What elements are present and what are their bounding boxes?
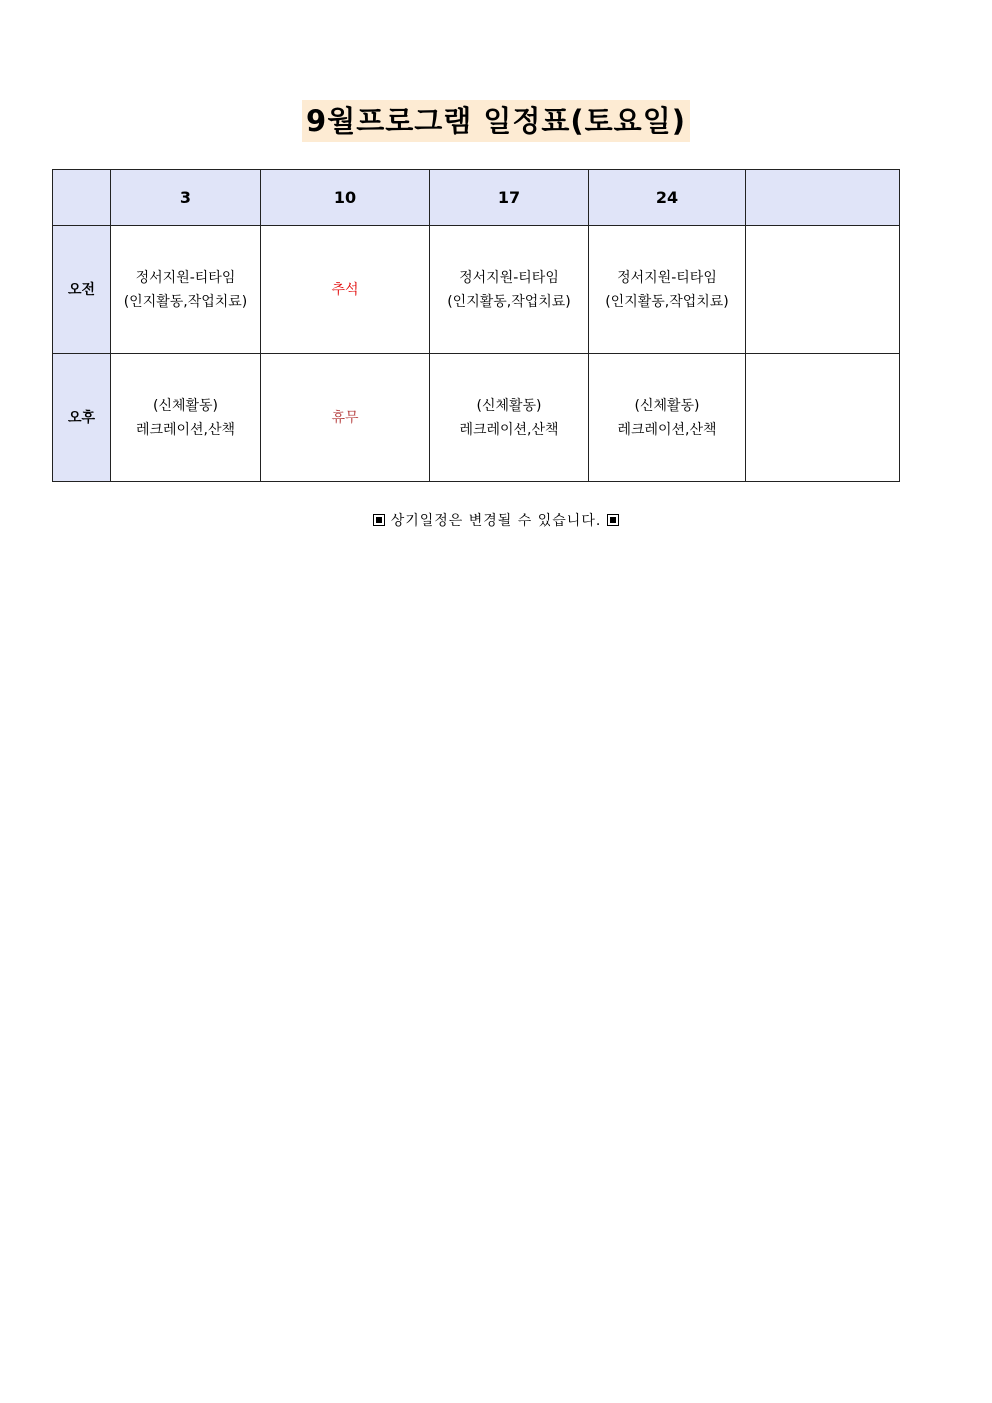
cell-afternoon-3 (111, 354, 261, 482)
row-label-morning: 오전 (53, 226, 111, 354)
note-wrap (0, 510, 992, 530)
cell-line: 정서지원-티타임 (135, 269, 236, 286)
cell-line: 정서지원-티타임 (617, 269, 717, 286)
cell-line: (인지활동,작업치료) (605, 293, 729, 310)
cell-afternoon-17 (430, 354, 589, 482)
cell-morning-17 (430, 226, 589, 354)
cell-afternoon-empty (746, 354, 900, 482)
cell-morning-10 (261, 226, 430, 354)
cell-line: 레크레이션,산책 (617, 421, 717, 438)
cell-line: 레크레이션,산책 (459, 421, 559, 438)
holiday-label: 추석 (331, 281, 359, 298)
date-header-3: 3 (111, 170, 261, 226)
rest-label: 휴무 (331, 409, 359, 426)
cell-line: (신체활동) (152, 397, 219, 414)
cell-line: (신체활동) (634, 397, 700, 414)
title-wrap (0, 100, 992, 142)
date-header-10: 10 (261, 170, 430, 226)
date-header-24: 24 (589, 170, 746, 226)
cell-line: (신체활동) (476, 397, 542, 414)
notice (367, 510, 626, 530)
cell-morning-24 (589, 226, 746, 354)
square-bullet-icon (373, 514, 385, 526)
cell-morning-empty (746, 226, 900, 354)
cell-line: (인지활동,작업치료) (447, 293, 571, 310)
row-label-afternoon: 오후 (53, 354, 111, 482)
header-row (53, 170, 900, 226)
cell-line: 정서지원-티타임 (459, 269, 559, 286)
cell-afternoon-10 (261, 354, 430, 482)
table-row-morning (53, 226, 900, 354)
cell-line: 레크레이션,산책 (135, 421, 236, 438)
cell-line: (인지활동,작업치료) (123, 293, 248, 310)
date-header-17: 17 (430, 170, 589, 226)
table-row-afternoon (53, 354, 900, 482)
page-title: 9월프로그램 일정표(토요일) (302, 100, 690, 142)
corner-cell (53, 170, 111, 226)
date-header-empty (746, 170, 900, 226)
cell-morning-3 (111, 226, 261, 354)
notice-text: 상기일정은 변경될 수 있습니다. (390, 513, 602, 529)
square-bullet-icon (607, 514, 619, 526)
cell-afternoon-24 (589, 354, 746, 482)
schedule-table (52, 169, 900, 482)
